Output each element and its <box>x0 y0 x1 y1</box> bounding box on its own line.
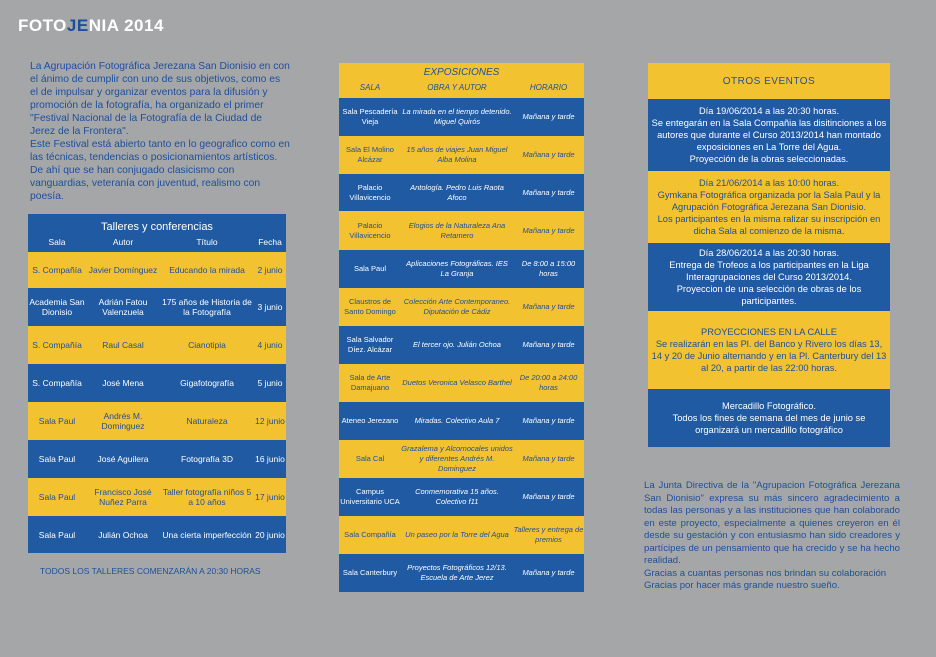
event-line: PROYECCIONES EN LA CALLE <box>701 327 837 337</box>
intro-text <box>30 60 290 203</box>
expo-horario: Talleres y entrega de premios <box>513 525 584 544</box>
taller-titulo: Naturaleza <box>186 416 228 426</box>
table-row <box>28 288 286 326</box>
taller-titulo: Una cierta imperfección <box>162 529 252 540</box>
taller-sala: Sala Paul <box>38 492 76 502</box>
expo-sala: Sala Pescadería Vieja <box>342 107 398 126</box>
event-line: Día 19/06/2014 a las 20:30 horas. <box>698 106 840 116</box>
event-line: Día 21/06/2014 a las 10:00 horas. <box>698 178 840 188</box>
expo-obra: El tercer ojo. Julián Ochoa <box>413 340 501 349</box>
taller-autor: José Mena <box>102 378 144 388</box>
intro-paragraph-2: Este Festival está abierto tanto en lo geografico como en las técnicas, tendencias o posicionamientos artísticos. De ahí que se han conjugado clasicismo con vanguardias, veteranía con juventud, realismo con poesía. <box>30 139 290 202</box>
otros-boxes <box>648 99 890 447</box>
junta-paragraph-3: Gracias por hacer más grande nuestro sueño. <box>644 580 840 591</box>
taller-titulo: Educando la mirada <box>169 265 245 275</box>
table-row <box>28 326 286 364</box>
expo-sala: Campus Universitario UCA <box>340 487 400 506</box>
table-row <box>339 516 584 554</box>
expo-obra: La mirada en el tiempo detenido. Miguel Quirós <box>402 107 512 126</box>
expo-horario: De 20:00 a 24:00 horas <box>519 373 578 392</box>
taller-autor: Julián Ochoa <box>98 529 148 540</box>
table-row <box>28 478 286 516</box>
expo-obra: Un paseo por la Torre del Agua <box>405 530 509 539</box>
expo-sala: Sala de Arte Damajuano <box>349 373 391 392</box>
taller-autor: Andrés M. Dominguez <box>101 411 145 431</box>
expo-obra: 15 años de viajes Juan Miguel Alba Molina <box>406 145 508 164</box>
expo-sala: Claustros de Santo Domingo <box>344 297 396 316</box>
junta-paragraph-1: La Junta Directiva de la "Agrupacion Fotográfica Jerezana San Dionisio" expresa su más sincero agradecimiento a todas las personas y a las instituciones que han colaborado en este proyecto, especialmente a quienes creyeron en él desde su gestación y con entusiasmo han sido creadores y partícipes de un pensamiento que ha crecido y se ha hecho realidad. <box>644 480 900 566</box>
event-line: Se realizarán en las Pl. del Banco y Rivero los días 13, 14 y 20 de Junio alternando y en la Pl. Canterbury del 13 al 20, a partir de las 22:00 horas. <box>651 339 887 373</box>
expo-sala: Sala El Molino Alcázar <box>346 145 394 164</box>
talleres-rows <box>28 252 286 553</box>
expo-sala: Palacio Villavicencio <box>349 220 391 240</box>
taller-titulo: Taller fotografía niños 5 a 10 años <box>162 487 252 507</box>
event-line: Día 28/06/2014 a las 20:30 horas. <box>698 248 840 258</box>
expo-horario: Mañana y tarde <box>522 454 575 463</box>
expo-horario: Mañana y tarde <box>522 225 575 235</box>
event-line: Entrega de Trofeos a los participantes en la Liga Interagrupaciones del Curso 2013/2014. <box>669 260 869 282</box>
col-sala: Sala <box>48 237 66 247</box>
event-line: Mercadillo Fotográfico. <box>721 401 817 411</box>
expo-obra: Grazalema y Alcornocales unidos y diferentes Andrés M. Dominguez <box>401 444 513 473</box>
table-row <box>28 402 286 440</box>
talleres-header <box>28 214 286 252</box>
table-row <box>339 364 584 402</box>
talleres-footnote: TODOS LOS TALLERES COMENZARÁN A 20:30 HORAS <box>40 566 261 576</box>
table-row <box>339 440 584 478</box>
taller-sala: S. Compañía <box>32 378 82 388</box>
expo-obra: Antología. Pedro Luis Raota Afoco <box>410 182 504 202</box>
table-row <box>28 440 286 478</box>
col-autor: Autor <box>112 237 134 247</box>
logo-part-1: FOTO <box>18 16 67 35</box>
taller-fecha: 16 junio <box>255 454 285 464</box>
taller-fecha: 3 junio <box>257 302 283 312</box>
taller-fecha: 2 junio <box>257 265 283 275</box>
expo-horario: Mañana y tarde <box>522 187 575 197</box>
expo-horario: Mañana y tarde <box>522 492 575 501</box>
col-titulo: Título <box>196 237 218 247</box>
expo-sala: Sala Paul <box>353 264 387 273</box>
talleres-table <box>28 214 286 553</box>
junta-text <box>644 480 900 593</box>
taller-sala: S. Compañía <box>32 340 82 350</box>
event-box <box>648 311 890 389</box>
expo-horario: Mañana y tarde <box>522 112 575 121</box>
expo-obra: Proyectos Fotográficos 12/13. Escuela de Arte Jerez <box>407 563 507 582</box>
event-box <box>648 99 890 171</box>
taller-fecha: 5 junio <box>257 378 283 388</box>
taller-autor: Raul Casal <box>102 340 144 350</box>
table-row <box>339 402 584 440</box>
exposiciones-table <box>339 63 584 592</box>
taller-autor: Javier Domínguez <box>88 265 158 275</box>
taller-titulo: Cianotipia <box>188 340 226 350</box>
taller-sala: Sala Paul <box>38 529 76 540</box>
festival-logo <box>18 16 164 36</box>
talleres-title: Talleres y conferencias <box>101 221 213 233</box>
expo-header <box>339 63 584 98</box>
table-row <box>339 211 584 250</box>
taller-fecha: 4 junio <box>257 340 283 350</box>
table-row <box>339 554 584 592</box>
junta-paragraph-2: Gracias a cuantas personas nos brindan su colaboración <box>644 567 887 579</box>
taller-sala: Academia San Dionisio <box>29 297 85 317</box>
table-row <box>339 174 584 211</box>
taller-autor: José Aguilera <box>97 454 149 464</box>
col-horario: HORARIO <box>529 82 568 92</box>
table-row <box>28 516 286 553</box>
taller-titulo: Gigafotografía <box>180 378 234 388</box>
event-line: Gymkana Fotográfica organizada por la Sala Paul y la Agrupación Fotográfica Jerezana San Dionisio. <box>657 190 881 212</box>
taller-titulo: Fotografía 3D <box>181 454 233 464</box>
expo-obra: Aplicaciones Fotográficas. IES La Granja <box>406 259 508 278</box>
expo-sala: Sala Compañía <box>344 530 396 539</box>
expo-horario: Mañana y tarde <box>522 302 575 311</box>
expo-horario: Mañana y tarde <box>522 340 575 349</box>
expo-obra: Conmemorativa 15 años. Colectivo f11 <box>415 487 499 506</box>
expo-obra: Elogios de la Naturaleza Ana Retamero <box>408 220 506 240</box>
event-line: Proyección de la obras seleccionadas. <box>689 154 849 164</box>
taller-fecha: 17 junio <box>255 492 285 502</box>
col-fecha: Fecha <box>258 237 282 247</box>
event-box <box>648 389 890 447</box>
event-line: Todos los fines de semana del mes de junio se organizará un mercadillo fotográfico <box>672 413 866 435</box>
table-row <box>28 252 286 288</box>
table-row <box>28 364 286 402</box>
taller-fecha: 20 junio <box>255 529 285 540</box>
expo-obra: Miradas. Colectivo Aula 7 <box>414 416 500 425</box>
expo-column-headers <box>339 80 584 94</box>
event-box <box>648 171 890 243</box>
intro-paragraph-1: La Agrupación Fotográfica Jerezana San Dionisio en con el ánimo de cumplir con uno de sus objetivos, como es el de impulsar y organizar eventos para la difusión y promoción de la fotografía, ha organizado el primer "Festival Nacional de la Fotografía de la Ciudad de Jerez de la Frontera". <box>30 61 290 137</box>
event-line: Se entegarán en la Sala Compañia las disitinciones a los autores que durante el Curso 2013/2014 han montado exposiciones en La Torre del Agua. <box>651 118 887 152</box>
col-obra-autor: OBRA Y AUTOR <box>427 82 487 92</box>
expo-title: EXPOSICIONES <box>423 67 500 78</box>
taller-sala: Sala Paul <box>38 454 76 464</box>
taller-sala: Sala Paul <box>38 416 76 426</box>
otros-eventos <box>648 63 890 447</box>
talleres-column-headers <box>28 235 286 249</box>
expo-sala: Palacio Villavicencio <box>349 182 391 202</box>
expo-horario: Mañana y tarde <box>522 416 575 425</box>
table-row <box>339 98 584 136</box>
expo-horario: De 8:00 a 15:00 horas <box>521 259 576 278</box>
event-line: Proyeccion de una selección de obras de los participantes. <box>676 284 862 306</box>
table-row <box>339 250 584 288</box>
col-sala: SALA <box>359 82 381 92</box>
taller-autor: Francisco José Nuñez Parra <box>94 487 152 507</box>
expo-obra: Duetos Veronica Velasco Barthel <box>402 378 512 387</box>
table-row <box>339 136 584 174</box>
taller-fecha: 12 junio <box>255 416 285 426</box>
expo-obra: Colección Arte Contemporaneo. Diputación de Cádiz <box>403 297 511 316</box>
expo-sala: Sala Salvador Díez. Alcázar <box>346 335 394 354</box>
expo-sala: Sala Canterbury <box>342 568 398 577</box>
expo-sala: Sala Cal <box>355 454 385 463</box>
event-box <box>648 243 890 311</box>
logo-part-3: NIA 2014 <box>88 16 164 35</box>
taller-autor: Adrián Fatou Valenzuela <box>98 297 148 317</box>
table-row <box>339 288 584 326</box>
expo-horario: Mañana y tarde <box>522 150 575 159</box>
table-row <box>339 478 584 516</box>
otros-title: OTROS EVENTOS <box>648 63 890 99</box>
taller-titulo: 175 años de Historia de la Fotografía <box>162 297 252 317</box>
logo-part-2: JE <box>66 16 89 35</box>
taller-sala: S. Compañía <box>32 265 82 275</box>
expo-rows <box>339 98 584 592</box>
table-row <box>339 326 584 364</box>
expo-sala: Ateneo Jerezano <box>341 416 399 425</box>
expo-horario: Mañana y tarde <box>522 568 575 577</box>
event-line: Los participantes en la misma ralizar su inscripción en dicha Sala al comienzo de la misma. <box>657 214 881 236</box>
